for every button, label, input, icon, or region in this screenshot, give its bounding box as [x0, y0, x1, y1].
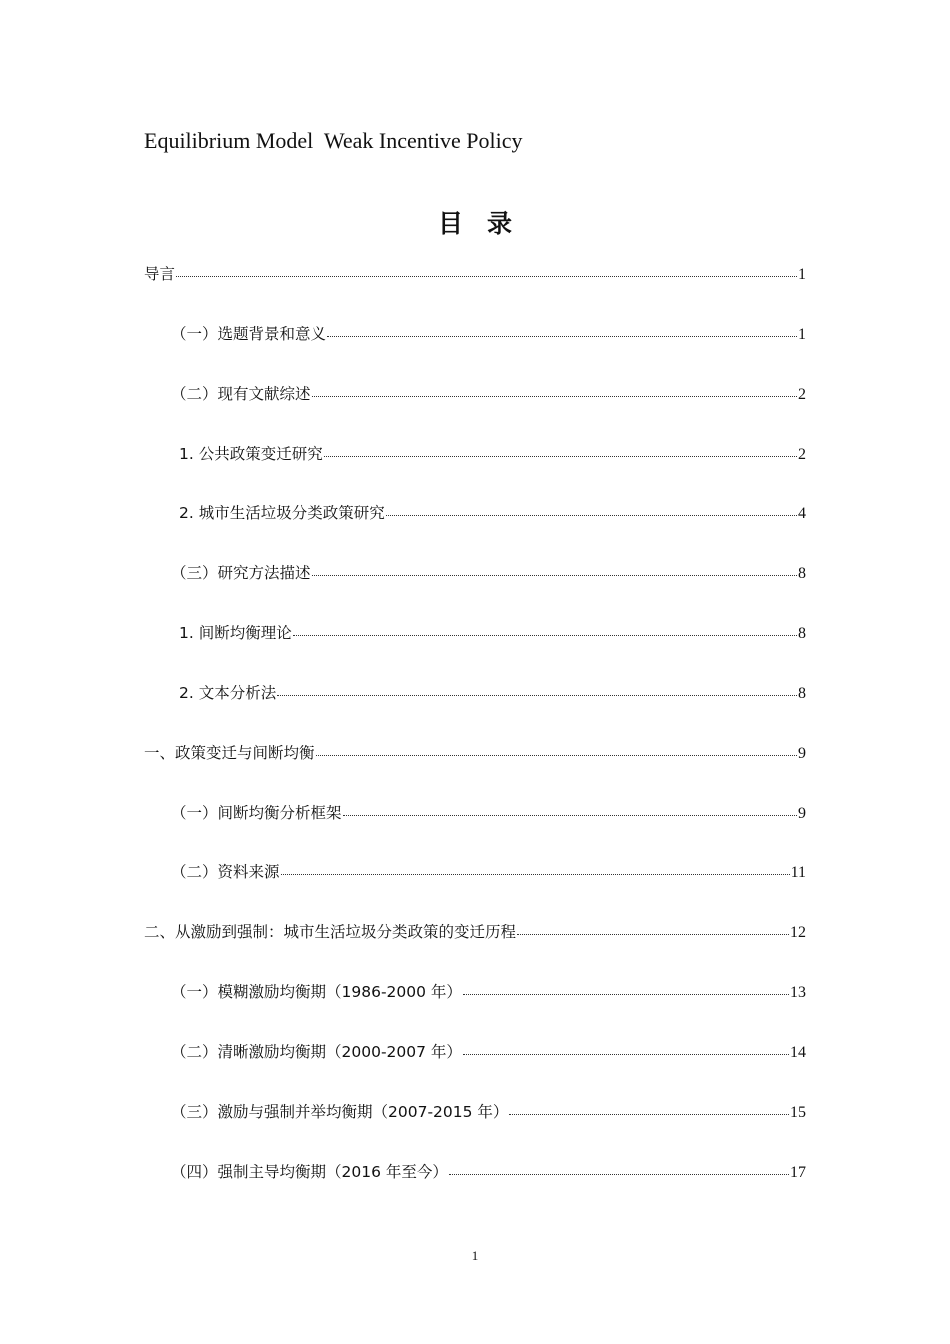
toc-entry-page: 8: [798, 684, 806, 702]
english-keywords-line: Equilibrium Model Weak Incentive Policy: [144, 128, 523, 153]
toc-dot-leader: [277, 689, 797, 696]
toc-entry-page: 15: [790, 1103, 806, 1121]
toc-entry-text: （三）激励与强制并举均衡期（2007-2015 年）: [171, 1102, 509, 1121]
toc-entry[interactable]: [144, 1100, 806, 1160]
toc-dot-leader: [386, 509, 797, 516]
footer-page-number: 1: [471, 1248, 479, 1263]
toc-entry-text: （一）间断均衡分析框架: [171, 803, 342, 822]
toc-entry-page: 12: [790, 924, 806, 942]
toc-dot-leader: [449, 1168, 789, 1175]
toc-entry-page: 2: [798, 445, 806, 463]
toc-dot-leader: [327, 330, 797, 337]
toc-dot-leader: [312, 569, 797, 576]
toc-entry-page: 4: [798, 505, 806, 523]
toc-entry-text: 二、从激励到强制：城市生活垃圾分类政策的变迁历程: [144, 923, 517, 942]
toc-entry[interactable]: [144, 561, 806, 621]
toc-dot-leader: [324, 450, 797, 457]
toc-entry[interactable]: [144, 741, 806, 801]
toc-entry-text: （一）选题背景和意义: [171, 324, 327, 343]
toc-dot-leader: [463, 988, 789, 995]
toc-entry[interactable]: [144, 621, 806, 681]
toc-entry-page: 8: [798, 625, 806, 643]
toc-entry-page: 9: [798, 804, 806, 822]
toc-entry[interactable]: [144, 860, 806, 920]
toc-entry-text: 一、政策变迁与间断均衡: [144, 743, 315, 762]
toc-dot-leader: [509, 1108, 789, 1115]
table-of-contents: [144, 262, 806, 1220]
toc-entry-page: 1: [798, 325, 806, 343]
toc-dot-leader: [176, 270, 797, 277]
toc-entry[interactable]: [144, 501, 806, 561]
toc-entry[interactable]: [144, 681, 806, 741]
toc-entry-page: 8: [798, 565, 806, 583]
toc-entry-page: 13: [790, 984, 806, 1002]
toc-title: 目录: [437, 209, 536, 238]
toc-entry[interactable]: [144, 980, 806, 1040]
toc-dot-leader: [463, 1048, 789, 1055]
toc-entry-text: 1. 间断均衡理论: [179, 624, 292, 643]
toc-entry-text: （三）研究方法描述: [171, 564, 311, 583]
toc-entry-text: 1. 公共政策变迁研究: [179, 444, 323, 463]
toc-entry-page: 9: [798, 744, 806, 762]
toc-entry-page: 1: [798, 266, 806, 283]
toc-dot-leader: [316, 749, 797, 756]
toc-entry-page: 17: [790, 1163, 806, 1181]
toc-entry-text: （一）模糊激励均衡期（1986-2000 年）: [171, 983, 462, 1002]
toc-entry[interactable]: [144, 801, 806, 861]
toc-dot-leader: [343, 809, 797, 816]
toc-entry-page: 2: [798, 385, 806, 403]
toc-entry-text: （二）现有文献综述: [171, 384, 311, 403]
toc-entry[interactable]: [144, 1040, 806, 1100]
toc-entry[interactable]: [144, 1160, 806, 1220]
toc-entry[interactable]: [144, 382, 806, 442]
toc-entry[interactable]: [144, 920, 806, 980]
toc-entry-text: （二）资料来源: [171, 863, 280, 882]
toc-entry-text: （四）强制主导均衡期（2016 年至今）: [171, 1162, 448, 1181]
toc-entry[interactable]: [144, 262, 806, 322]
toc-entry-page: 11: [790, 864, 806, 882]
toc-entry-page: 14: [790, 1043, 806, 1061]
toc-dot-leader: [293, 629, 797, 636]
toc-dot-leader: [312, 390, 797, 397]
toc-entry-text: 2. 城市生活垃圾分类政策研究: [179, 504, 385, 523]
toc-dot-leader: [281, 868, 790, 875]
toc-entry[interactable]: [144, 442, 806, 502]
toc-dot-leader: [517, 928, 789, 935]
toc-entry[interactable]: [144, 322, 806, 382]
toc-entry-text: 导言: [144, 265, 176, 283]
toc-entry-text: 2. 文本分析法: [179, 683, 277, 702]
toc-entry-text: （二）清晰激励均衡期（2000-2007 年）: [171, 1042, 462, 1061]
